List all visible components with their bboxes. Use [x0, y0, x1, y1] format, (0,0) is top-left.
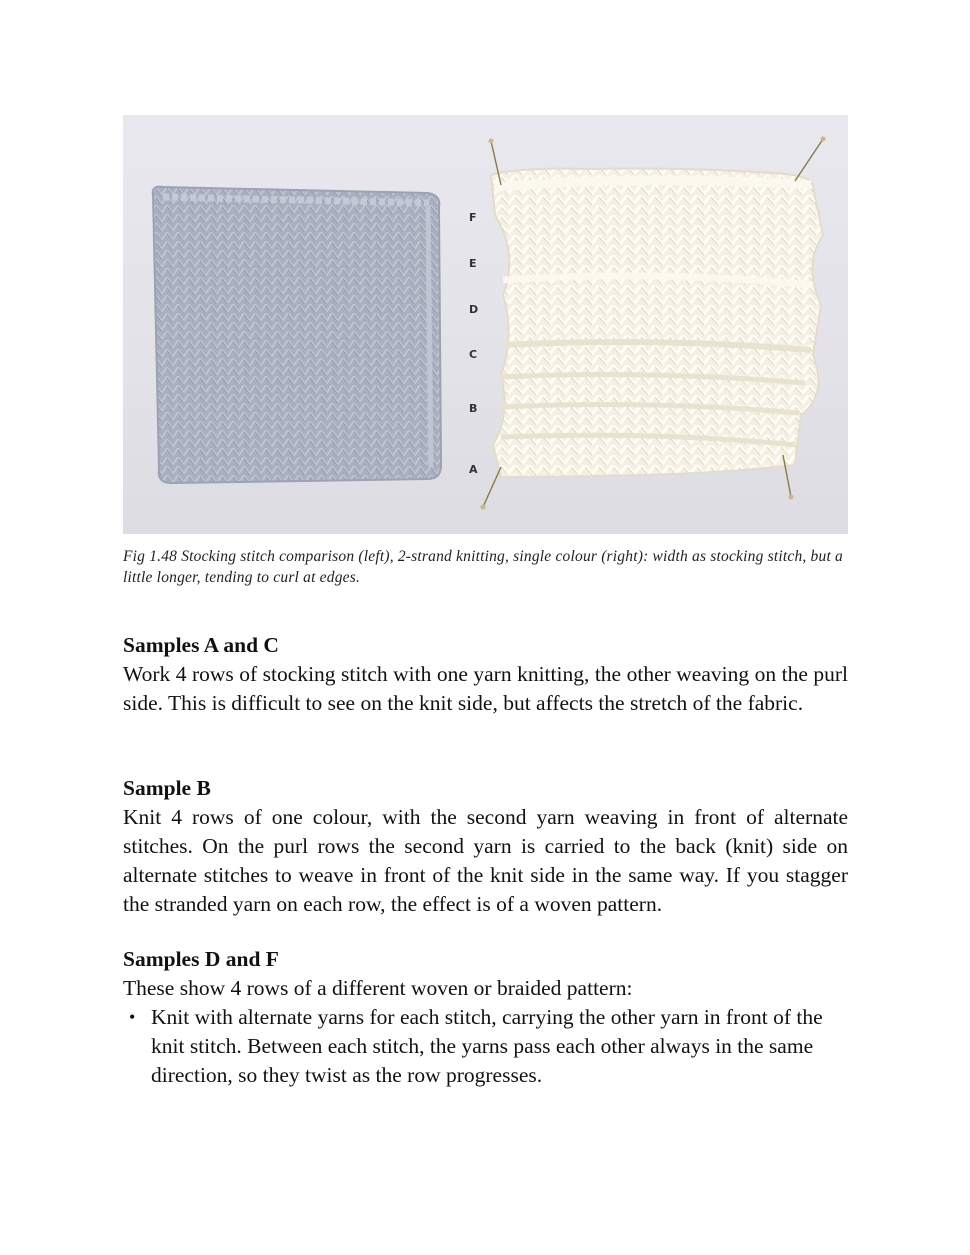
- swatches-illustration: [123, 115, 848, 534]
- section-body: Work 4 rows of stocking stitch with one yarn knitting, the other weaving on the purl side. This is difficult to see on the knit side, but affects the stretch of the fabric.: [123, 662, 848, 715]
- section-heading: Samples D and F: [123, 947, 279, 971]
- sample-label-a: A: [469, 463, 478, 476]
- grey-swatch: [153, 187, 441, 483]
- knitting-swatches-photo: [123, 115, 848, 534]
- section-body: Knit 4 rows of one colour, with the second yarn weaving in front of alternate stitches. On the purl rows the second yarn is carried to the back (knit) side on alternate stitches to weave in front of the knit side in the same way. If you stagger the stranded yarn on each row, the effect is of a woven pattern.: [123, 805, 848, 916]
- cream-swatch: [491, 169, 823, 478]
- bullet-list: [123, 1003, 848, 1090]
- section-heading: Samples A and C: [123, 633, 279, 657]
- section-sample-b: [123, 774, 848, 919]
- section-samples-a-c: [123, 631, 848, 718]
- list-item: [129, 1003, 848, 1090]
- section-samples-d-f: [123, 945, 848, 1090]
- bullet-icon: •: [129, 1007, 136, 1027]
- sample-label-b: B: [469, 402, 478, 415]
- section-heading: Sample B: [123, 776, 211, 800]
- list-item-text: Knit with alternate yarns for each stitch, carrying the other yarn in front of the knit stitch. Between each stitch, the yarns pass each other always in the same direction, so they twist as the row progresses.: [151, 1005, 823, 1087]
- sample-label-e: E: [469, 257, 477, 270]
- figure-caption: Fig 1.48 Stocking stitch comparison (left), 2-strand knitting, single colour (right): width as stocking stitch, but a little longer, tending to curl at edges.: [123, 548, 843, 586]
- section-body: These show 4 rows of a different woven or braided pattern:: [123, 976, 633, 1000]
- sample-label-d: D: [469, 303, 479, 316]
- sample-label-f: F: [469, 211, 477, 224]
- sample-label-c: C: [469, 348, 478, 361]
